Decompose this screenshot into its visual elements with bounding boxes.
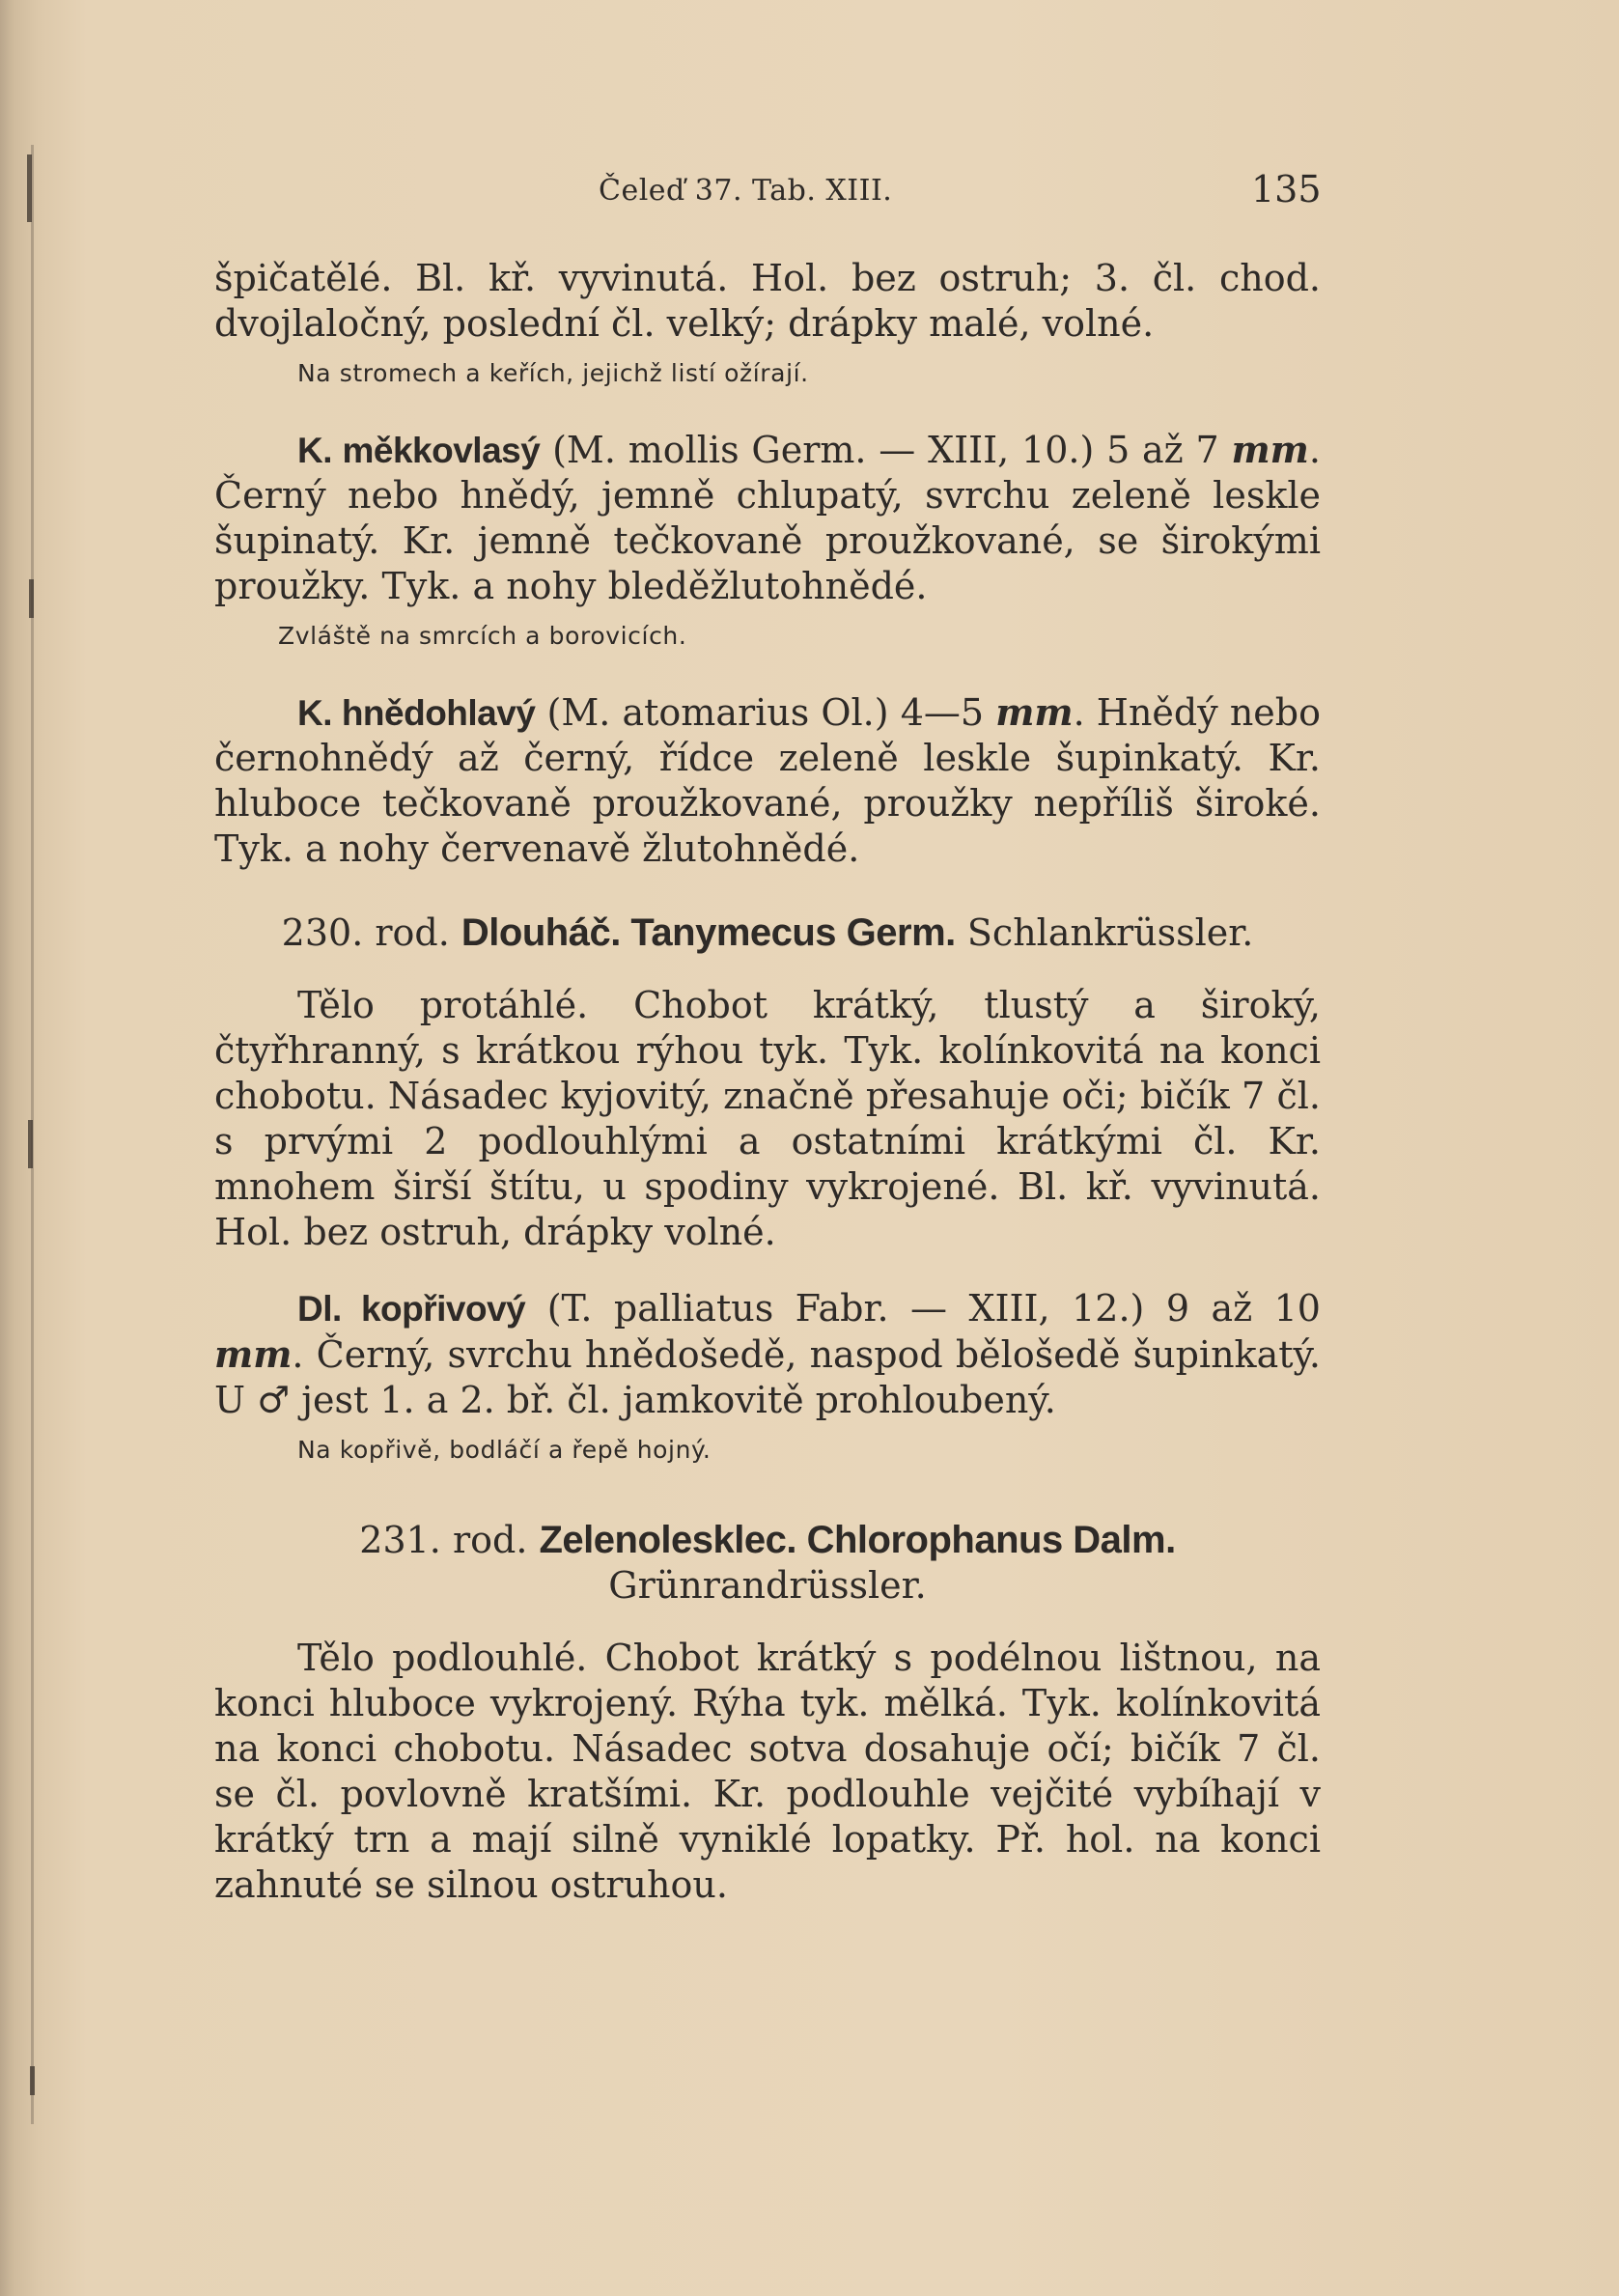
- species-details: (M. mollis Germ. — XIII, 10.) 5 až 7: [552, 429, 1219, 471]
- species-description: . Hnědý nebo černohnědý až černý, řídce zeleně leskle šupinkatý. Kr. hluboce tečkovaně proužkované, proužky nepříliš široké. Tyk. a nohy červenavě žlutohnědé.: [214, 691, 1321, 870]
- page-number: 135: [1251, 168, 1322, 210]
- unit: mm: [1231, 428, 1309, 471]
- running-head-title: Čeleď 37. Tab. XIII.: [599, 174, 893, 208]
- habitat-note: Zvláště na smrcích a borovicích.: [278, 622, 687, 650]
- genus-number: 231. rod.: [359, 1519, 528, 1561]
- genus-number: 230. rod.: [281, 911, 450, 954]
- species-details: (M. atomarius Ol.) 4—5: [546, 691, 985, 734]
- species-description: . Černý, svrchu hnědošedě, naspod bělošedě šupinkatý. U ♂ jest 1. a 2. bř. čl. jamkovitě prohloubený.: [214, 1333, 1321, 1421]
- genus-name: Dlouháč. Tanymecus Germ.: [461, 911, 956, 954]
- genus-description: Tělo protáhlé. Chobot krátký, tlustý a široký, čtyřhranný, s krátkou rýhou tyk. Tyk. kolínkovitá na konci chobotu. Násadec kyjovitý, značně přesahuje oči; bičík 7 čl. s prvými 2 podlouhlými a ostatními krátkými čl. Kr. mnohem širší štítu, u spodiny vykrojené. Bl. kř. vyvinutá. Hol. bez ostruh, drápky volné.: [214, 984, 1321, 1253]
- genus-name: Zelenolesklec. Chlorophanus Dalm.: [539, 1519, 1176, 1561]
- genus-german-name: Schlankrüssler.: [966, 911, 1254, 954]
- running-head: [0, 168, 1619, 232]
- gutter-mark: [29, 579, 34, 618]
- species-entry: [214, 1286, 1321, 1423]
- habitat-note: Na kopřivě, bodláčí a řepě hojný.: [297, 1436, 712, 1464]
- species-name: K. hnědohlavý: [297, 693, 536, 733]
- species-description: . Černý nebo hnědý, jemně chlupatý, svrchu zeleně leskle šupinatý. Kr. jemně tečkovaně proužkované, se širokými proužky. Tyk. a nohy bleděžlutohnědé.: [214, 429, 1321, 607]
- species-details: (T. palliatus Fabr. — XIII, 12.) 9 až 10: [546, 1287, 1321, 1330]
- species-name: K. měkkovlasý: [297, 431, 541, 470]
- gutter-mark: [30, 2066, 35, 2095]
- species-name: Dl. kopřivový: [297, 1289, 526, 1329]
- gutter-mark: [28, 1120, 33, 1168]
- genus-heading: [214, 1518, 1321, 1609]
- paragraph-continuation: špičatělé. Bl. kř. vyvinutá. Hol. bez ostruh; 3. čl. chod. dvojlaločný, poslední čl. velký; drápky malé, volné.: [214, 257, 1321, 345]
- species-entry: [214, 689, 1321, 872]
- unit: mm: [995, 690, 1074, 734]
- unit: mm: [214, 1332, 293, 1376]
- genus-heading: [214, 910, 1321, 956]
- genus-german-name: Grünrandrüssler.: [608, 1564, 927, 1607]
- species-entry: [214, 427, 1321, 609]
- habitat-note: Na stromech a keřích, jejichž listí ožírají.: [297, 359, 809, 387]
- page-content: [214, 246, 1321, 1908]
- genus-description: Tělo podlouhlé. Chobot krátký s podélnou lištnou, na konci hluboce vykrojený. Rýha tyk. mělká. Tyk. kolínkovitá na konci chobotu. Násadec sotva dosahuje očí; bičík 7 čl. se čl. povlovně kratšími. Kr. podlouhle vejčité vybíhají v krátký trn a mají silně vyniklé lopatky. Př. hol. na konci zahnuté se silnou ostruhou.: [214, 1637, 1321, 1906]
